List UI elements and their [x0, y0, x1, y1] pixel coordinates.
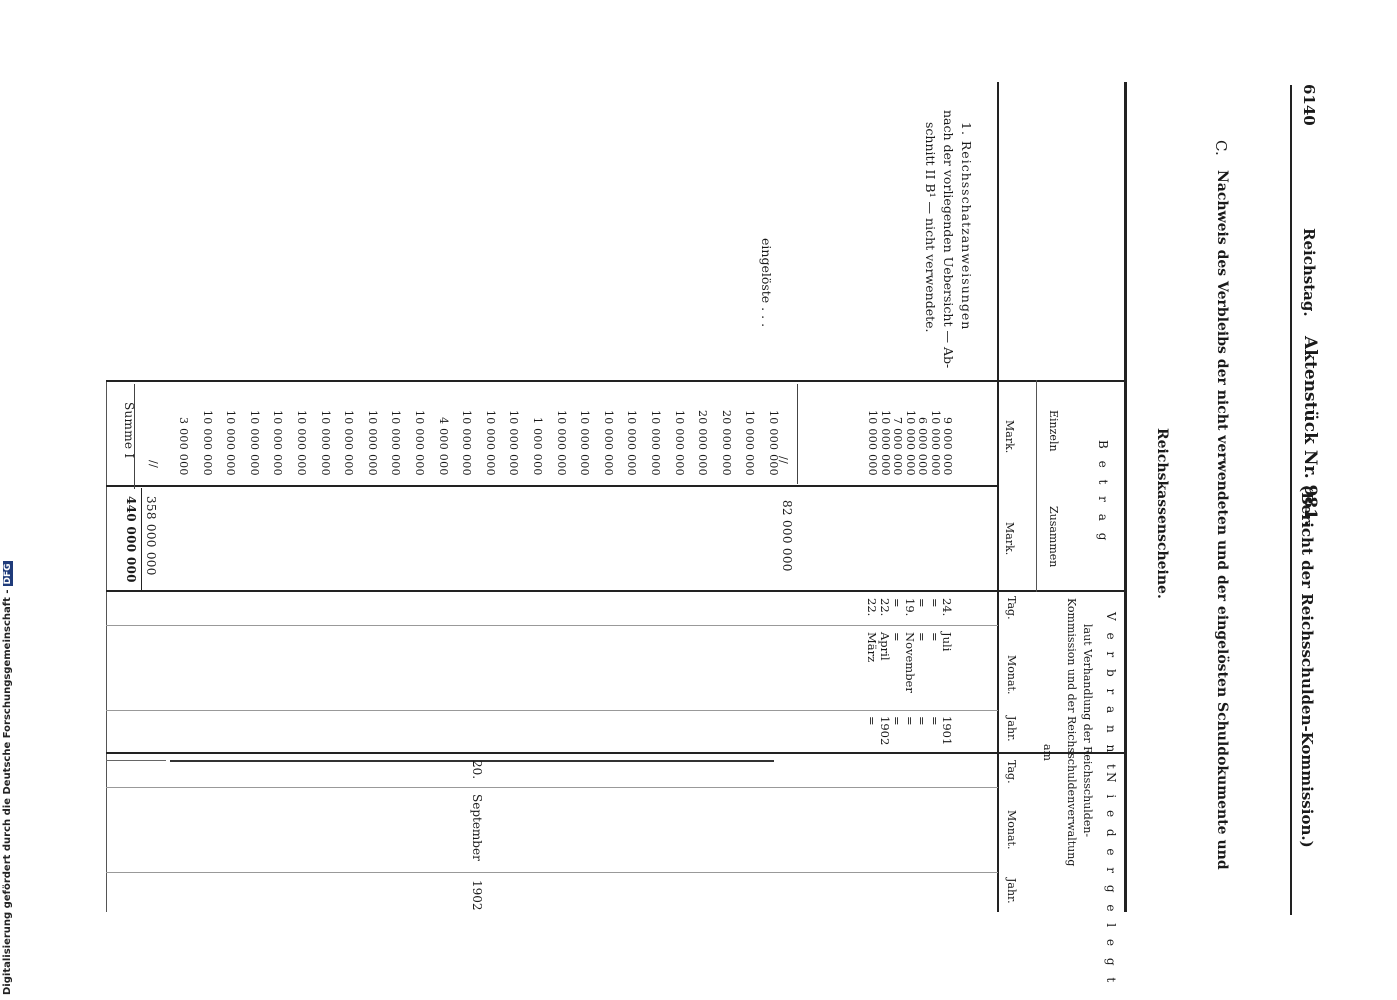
zusammen-header: Zusammen — [1047, 506, 1060, 568]
section-title-line1: Nachweis des Verbleibs der nicht verwendeten und der eingelösten Schuldokumente und — [1214, 170, 1230, 870]
entry-line2: nach der vorliegenden Uebersicht — Ab- — [941, 110, 956, 369]
document-reference: Aktenstück Nr. 981. — [1300, 336, 1320, 527]
redeemed-amount-row: 10 000 000 — [413, 410, 426, 476]
redeemed-amount-row: 10 000 000 — [767, 410, 780, 476]
unused-amount-row: 10 000 000 — [878, 410, 892, 476]
redeemed-amount-row: 1 000 000 — [531, 417, 544, 476]
burned-jahr: 1902 — [877, 716, 892, 746]
col-sep-verbrannt-monat — [106, 710, 998, 711]
burned-jahr: 1901 — [940, 716, 954, 746]
running-title: Reichstag. — [1300, 228, 1318, 317]
burned-monat: = — [890, 632, 904, 642]
tag-header: Tag. — [1005, 596, 1018, 620]
sum-label: Summe I — [122, 402, 136, 459]
redeemed-amount-row: 20 000 000 — [696, 410, 710, 476]
redeemed-amount-row: 10 000 000 — [295, 410, 308, 476]
niedergelegt-header: N i e d e r g e l e g t — [1104, 772, 1118, 987]
redeemed-amount-row: 10 000 000 — [649, 410, 662, 476]
unused-amount-row: 10 000 000 — [928, 410, 942, 476]
redeemed-equal-mark: // — [147, 460, 160, 469]
redeemed-amount-row: 10 000 000 — [578, 410, 592, 476]
redeemed-amount-row: 3 000 000 — [177, 417, 190, 476]
redeemed-amount-row: 10 000 000 — [247, 410, 261, 476]
section-title-line2: Reichskassenscheine. — [1154, 428, 1170, 599]
burned-jahr: = — [915, 716, 929, 726]
deposit-lower-rule — [106, 760, 166, 761]
einzeln-header: Einzeln — [1047, 410, 1060, 452]
funding-credit — [2, 561, 13, 995]
burned-tag: = — [890, 598, 904, 608]
redeemed-amount-row: 10 000 000 — [224, 410, 238, 476]
dfg-logo: DFG — [3, 563, 13, 585]
redeemed-amount-row: 10 000 000 — [460, 410, 474, 476]
redeemed-amount-row: 10 000 000 — [271, 410, 285, 476]
entry-line1: 1. Reichsschatzanweisungen — [959, 122, 974, 331]
redeemed-amount-row: 10 000 000 — [507, 410, 521, 476]
sum-rule — [141, 488, 142, 592]
col-sep-einzeln — [106, 485, 998, 487]
redeemed-amount-row: 10 000 000 — [625, 410, 639, 476]
redeemed-amount-row: 10 000 000 — [342, 410, 356, 476]
monat2-header: Monat. — [1005, 810, 1018, 850]
mark-header-einzeln: Mark. — [1003, 420, 1016, 454]
mark-header-zusammen: Mark. — [1003, 522, 1016, 556]
header-rule — [1290, 85, 1292, 915]
unused-bracket — [797, 384, 798, 484]
unused-amount-row: 7 000 000 — [891, 417, 904, 476]
unused-equal-mark: // — [777, 456, 790, 465]
jahr2-header: Jahr. — [1005, 878, 1018, 904]
redeemed-amount-row: 20 000 000 — [719, 410, 733, 476]
burned-tag: 19. — [902, 598, 917, 617]
burned-monat: Juli — [940, 632, 954, 652]
jahr-header: Jahr. — [1005, 716, 1018, 742]
burned-monat: November — [902, 632, 917, 693]
laut-header-line1: laut Verhandlung der Reichsschulden- — [1081, 624, 1094, 838]
burned-tag: 22. — [877, 598, 892, 617]
burned-tag: 24. — [940, 598, 954, 617]
redeemed-amount-row: 10 000 000 — [389, 410, 403, 476]
redeemed-amount-row: 10 000 000 — [365, 410, 379, 476]
unused-amount-row: 10 000 000 — [866, 410, 879, 476]
burned-monat: März — [865, 632, 879, 663]
burned-tag: 22. — [865, 598, 879, 617]
redeemed-total: 358 000 000 — [144, 496, 158, 576]
sum-value: 440 000 000 — [124, 496, 138, 583]
burned-monat: April — [877, 632, 892, 661]
section-letter: C. — [1212, 140, 1230, 156]
am-header: am — [1041, 744, 1054, 761]
redeemed-amount-row: 10 000 000 — [200, 410, 214, 476]
col-sep-nieder-tag — [106, 787, 998, 788]
col-sep-verbrannt-end — [106, 752, 1126, 754]
unused-amount-row: 9 000 000 — [941, 417, 954, 476]
verbrannt-header: V e r b r a n n t — [1104, 612, 1118, 773]
page-number: 6140 — [1300, 84, 1318, 126]
burned-monat: = — [915, 632, 929, 642]
col-sep-desc — [106, 380, 1126, 382]
unused-amount-row: 6 000 000 — [916, 417, 929, 476]
funding-text: Digitalisierung gefördert durch die Deutsche Forschungsgemeinschaft - — [2, 589, 13, 995]
redeemed-amount-row: 10 000 000 — [554, 410, 568, 476]
burned-monat: = — [927, 632, 942, 642]
col-sep-nieder-monat — [106, 872, 998, 873]
table-top-rule — [1124, 82, 1127, 912]
burned-tag: = — [927, 598, 942, 608]
tag2-header: Tag. — [1005, 760, 1018, 784]
burned-jahr: = — [865, 716, 879, 726]
laut-header-line2: Kommission und der Reichsschuldenverwaltung — [1065, 598, 1078, 867]
redeemed-amount-row: 4 000 000 — [436, 417, 450, 476]
redeemed-amount-row: 10 000 000 — [601, 410, 615, 476]
col-sep-verbrannt-tag — [106, 625, 998, 626]
burned-tag: = — [915, 598, 929, 608]
deposited-jahr: 1902 — [470, 880, 484, 911]
redeemed-amount-row: 10 000 000 — [672, 410, 686, 476]
burned-jahr: = — [890, 716, 904, 726]
unused-total: 82 000 000 — [780, 500, 794, 572]
deposited-monat: September — [470, 794, 484, 861]
redeemed-label: eingelöste . . . — [759, 238, 774, 328]
unused-amount-row: 10 000 000 — [903, 410, 917, 476]
entry-line3: schnitt II B¹ — nicht verwendete. — [923, 122, 938, 333]
redeemed-amount-row: 10 000 000 — [743, 410, 757, 476]
betrag-subrule — [1036, 380, 1037, 592]
betrag-header: B e t r a g — [1096, 440, 1110, 545]
table-bottom-rule — [106, 380, 107, 912]
redeemed-amount-row: 10 000 000 — [318, 410, 332, 476]
col-sep-zusammen — [106, 590, 1126, 592]
burned-jahr: = — [927, 716, 942, 726]
running-note: (Bericht der Reichsschulden-Kommission.) — [1298, 485, 1316, 848]
deposited-tag: 20. — [470, 760, 484, 780]
redeemed-amount-row: 10 000 000 — [483, 410, 497, 476]
monat-header: Monat. — [1005, 655, 1018, 695]
burned-jahr: = — [902, 716, 917, 726]
